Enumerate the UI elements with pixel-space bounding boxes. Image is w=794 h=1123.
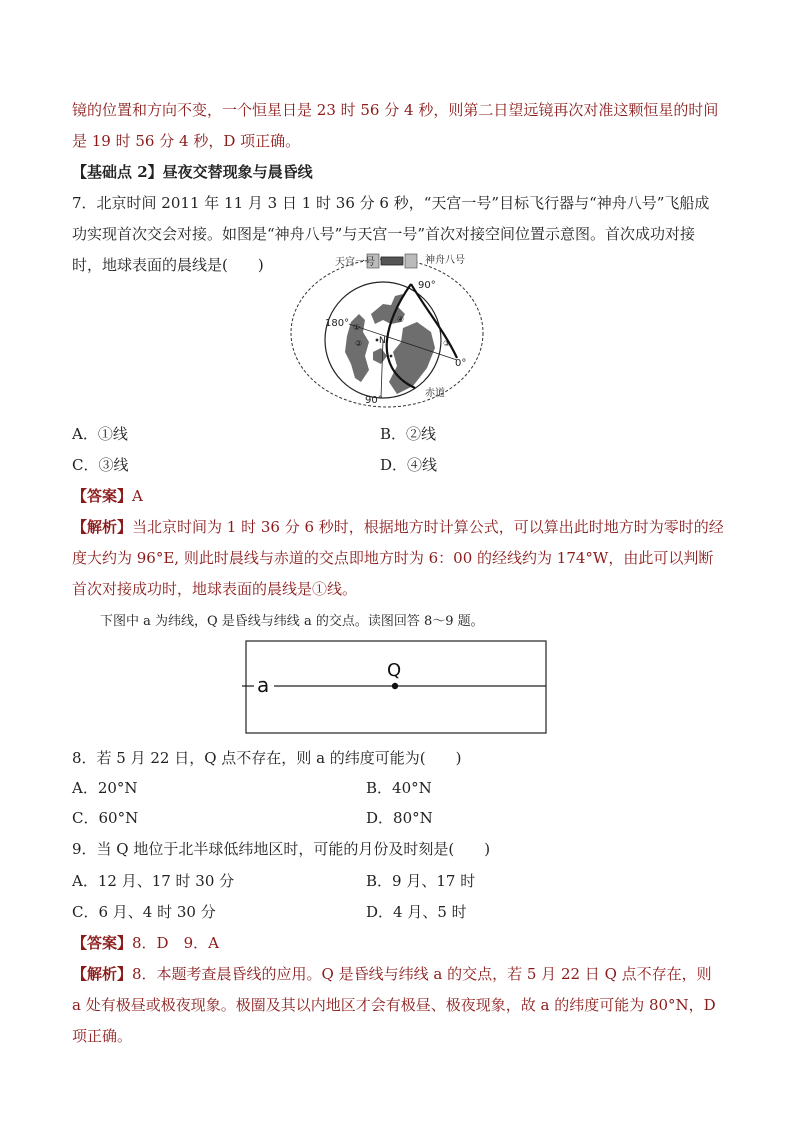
intro-8-9: 下图中 a 为纬线，Q 是昏线与纬线 a 的交点。读图回答 8～9 题。	[100, 614, 484, 629]
analysis-text: 当北京时间为 1 时 36 分 6 秒时，根据地方时计算公式，可以算出此时地方时为零时的经度大约为 96°E, 则此时晨线与赤道的交点即地方时为 6：00 的经线约为 174°W，由此可以判断首次对接成功时，地球表面的晨线是①线。	[72, 518, 724, 598]
q7-option-a[interactable]: A．①线	[72, 425, 128, 443]
explanation-continued: 镜的位置和方向不变，一个恒星日是 23 时 56 分 4 秒，则第二日望远镜再次对准这颗恒星的时间是 19 时 56 分 4 秒，D 项正确。	[72, 101, 719, 150]
q9-option-d[interactable]: D．4 月、5 时	[366, 903, 467, 921]
city-dot	[390, 355, 393, 358]
q7-answer	[72, 481, 724, 512]
q8-option-b[interactable]: B．40°N	[366, 779, 432, 797]
label-line-1: ①	[353, 323, 361, 332]
point-q	[392, 683, 398, 689]
label-north-pole: N	[379, 336, 386, 346]
answer-8-9	[72, 928, 724, 959]
q7-analysis	[72, 512, 724, 605]
q8-option-d[interactable]: D．80°N	[366, 809, 433, 827]
answer-label: 【答案】	[72, 487, 133, 505]
label-shenzhou: 神舟八号	[425, 255, 465, 266]
q9-stem: 9．当 Q 地位于北半球低纬地区时，可能的月份及时刻是( )	[72, 840, 491, 858]
analysis-label: 【解析】	[72, 518, 133, 536]
label-q: Q	[387, 660, 402, 681]
q9-option-c[interactable]: C．6 月、4 时 30 分	[72, 903, 216, 921]
label-equator: 赤道	[425, 388, 445, 399]
latitude-diagram	[240, 640, 550, 736]
answer-value: 8．D 9．A	[132, 934, 219, 952]
analysis-label: 【解析】	[72, 965, 133, 983]
analysis-text: 8．本题考查晨昏线的应用。Q 是昏线与纬线 a 的交点，若 5 月 22 日 Q 点不存在，则 a 处有极昼或极夜现象。极圈及其以内地区才会有极昼、极夜现象，故 a 的纬度可能为 80°N，D 项正确。	[72, 965, 716, 1045]
solar-panel-icon	[405, 254, 417, 268]
q7-option-c[interactable]: C．③线	[72, 456, 129, 474]
q9-option-b[interactable]: B．9 月、17 时	[366, 872, 476, 890]
answer-label: 【答案】	[72, 934, 133, 952]
label-line-3: ③	[443, 339, 451, 348]
q8-stem: 8．若 5 月 22 日，Q 点不存在，则 a 的纬度可能为( )	[72, 749, 462, 767]
pole-dot	[376, 339, 379, 342]
label-90-bottom: 90°	[365, 395, 383, 406]
label-a: a	[257, 673, 270, 697]
label-0: 0°	[455, 358, 467, 369]
q8-option-a[interactable]: A．20°N	[72, 779, 138, 797]
section-heading: 【基础点 2】昼夜交替现象与晨昏线	[72, 163, 313, 181]
q7-stem: 7．北京时间 2011 年 11 月 3 日 1 时 36 分 6 秒，“天宫一号”目标飞行器与“神舟八号”飞船成功实现首次交会对接。如图是“神舟八号”与天宫一号”首次对接空间位置示意图。首次成功对接时，地球表面的晨线是( )	[72, 194, 710, 274]
q9-option-a[interactable]: A．12 月、17 时 30 分	[72, 872, 235, 890]
label-line-2: ②	[355, 339, 363, 348]
q7-option-d[interactable]: D．④线	[380, 456, 438, 474]
q7-option-b[interactable]: B．②线	[380, 425, 437, 443]
label-180: 180°	[325, 318, 350, 329]
analysis-8	[72, 959, 724, 1052]
answer-value: A	[132, 487, 143, 505]
spacecraft-icon	[381, 257, 403, 265]
label-90-top: 90°	[418, 280, 436, 291]
label-line-4: ④	[397, 315, 405, 324]
docking-diagram	[285, 248, 495, 413]
q8-option-c[interactable]: C．60°N	[72, 809, 139, 827]
label-tiangong: 天宫一号	[335, 257, 375, 268]
